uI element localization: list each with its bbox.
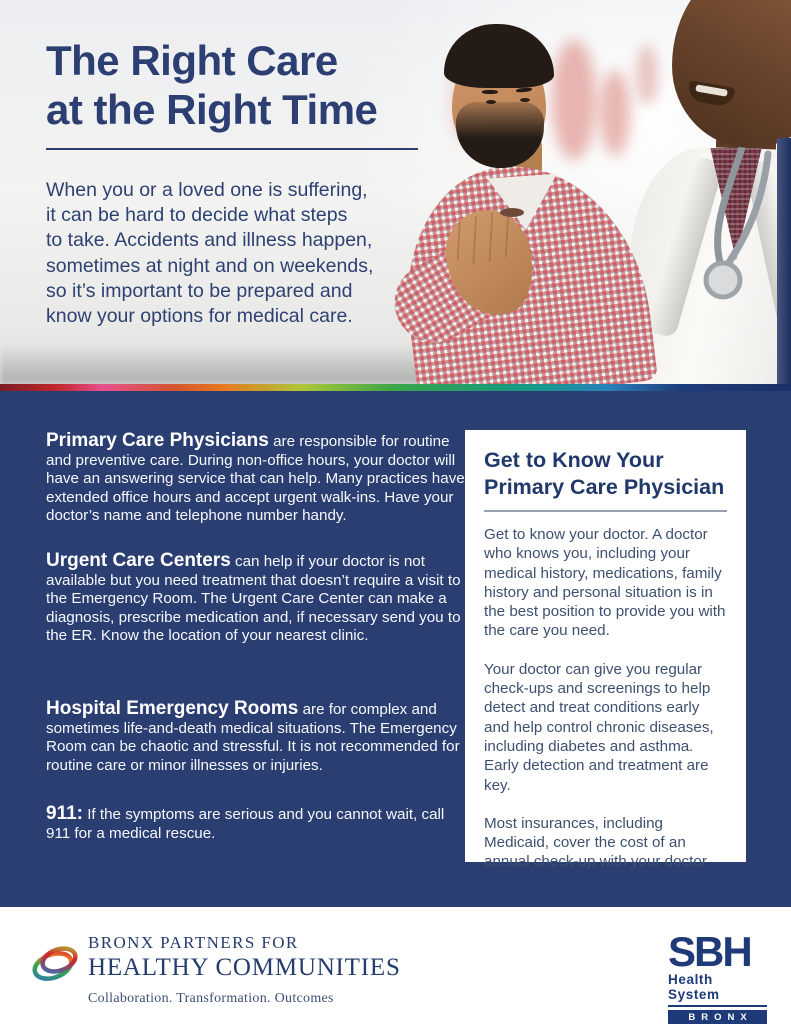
call-911-text: If the symptoms are serious and you cannot wait, call 911 for a medical rescue. xyxy=(46,806,445,842)
intro-line: know your options for medical care. xyxy=(46,305,353,328)
anatomy-poster-blur xyxy=(552,40,596,160)
sbh-bronx-bar: BRONX xyxy=(668,1010,767,1024)
urgent-care-heading: Urgent Care Centers xyxy=(46,550,231,571)
intro-line: to take. Accidents and illness happen, xyxy=(46,229,373,252)
emergency-room-heading: Hospital Emergency Rooms xyxy=(46,698,299,719)
sbh-logo xyxy=(668,928,767,1024)
patient-mouth xyxy=(500,208,524,217)
title-underline xyxy=(46,148,418,150)
patient-beard xyxy=(456,102,544,168)
intro-paragraph xyxy=(46,178,373,329)
intro-line: sometimes at night and on weekends, xyxy=(46,254,374,277)
stethoscope-icon xyxy=(642,140,791,330)
infobox-paragraph: Your doctor can give you regular check-ups and screenings to help detect and treat conditions early and help control chronic diseases, including diabetes and asthma. Early detection and treatment are key. xyxy=(484,660,714,794)
bphc-name-line1: BRONX PARTNERS FOR xyxy=(88,933,299,952)
bphc-tagline: Collaboration. Transformation. Outcomes xyxy=(88,991,334,1006)
infobox-divider xyxy=(484,510,727,512)
page-title-line2: at the Right Time xyxy=(46,86,378,133)
patient-hair xyxy=(444,24,554,88)
intro-line: When you or a loved one is suffering, xyxy=(46,179,368,201)
intro-line: it can be hard to decide what steps xyxy=(46,204,348,227)
page-title xyxy=(46,36,377,134)
doctor-teeth xyxy=(695,84,728,96)
anatomy-poster-blur xyxy=(600,70,630,156)
get-to-know-infobox xyxy=(465,430,746,871)
infobox-title-line2: Primary Care Physician xyxy=(484,475,725,499)
urgent-care-paragraph xyxy=(46,552,466,646)
hero-photo-section xyxy=(0,0,791,384)
sbh-health-system-label: Health System xyxy=(668,972,767,1007)
doctor-smile xyxy=(687,80,736,108)
patient-eyebrow xyxy=(482,90,498,94)
intro-line: so it’s important to be prepared and xyxy=(46,279,353,302)
urgent-care-text: can help if your doctor is not available but you need treatment that doesn’t require a visit to the Emergency Room. The Urgent Care Center can make a diagnosis, prescribe medication and, if necessary send you to the ER. Know the location of your nearest clinic. xyxy=(46,553,461,645)
bphc-name-line2: HEALTHY COMMUNITIES xyxy=(88,954,401,981)
primary-care-heading: Primary Care Physicians xyxy=(46,430,269,451)
care-options-section xyxy=(0,391,791,907)
doctor-head xyxy=(672,0,791,148)
bphc-wordmark xyxy=(88,933,401,1007)
footer xyxy=(0,907,791,1024)
anatomy-poster-blur xyxy=(636,45,658,105)
call-911-heading: 911: xyxy=(46,803,83,824)
primary-care-paragraph xyxy=(46,432,466,526)
call-911-paragraph xyxy=(46,805,466,843)
bphc-rings-icon xyxy=(30,941,82,985)
photo-right-edge-band xyxy=(777,138,791,384)
page-title-line1: The Right Care xyxy=(46,37,338,84)
rainbow-stripe xyxy=(0,384,791,391)
infobox-paragraph: Most insurances, including Medicaid, cover the cost of an annual check-up with your doctor. xyxy=(484,814,711,871)
patient-head xyxy=(444,24,554,172)
sbh-acronym: SBH xyxy=(668,928,751,975)
primary-care-text: are responsible for routine and preventive care. During non-office hours, your doctor will have an answering service that can help. Many practices have extended office hours and accept urgent walk-ins. Have your doctor’s name and telephone number handy. xyxy=(46,433,465,525)
infobox-title xyxy=(484,447,727,501)
emergency-room-paragraph xyxy=(46,700,466,775)
infobox-title-line1: Get to Know Your xyxy=(484,448,664,472)
emergency-room-text: are for complex and sometimes life-and-death medical situations. The Emergency Room can be chaotic and stressful. It is not recommended for routine care or minor illnesses or injuries. xyxy=(46,701,460,774)
infobox-paragraph: Get to know your doctor. A doctor who knows you, including your medical history, medications, family history and personal situation is in the best position to provide you with the care you need. xyxy=(484,526,726,640)
patient-eyebrow xyxy=(516,87,532,93)
